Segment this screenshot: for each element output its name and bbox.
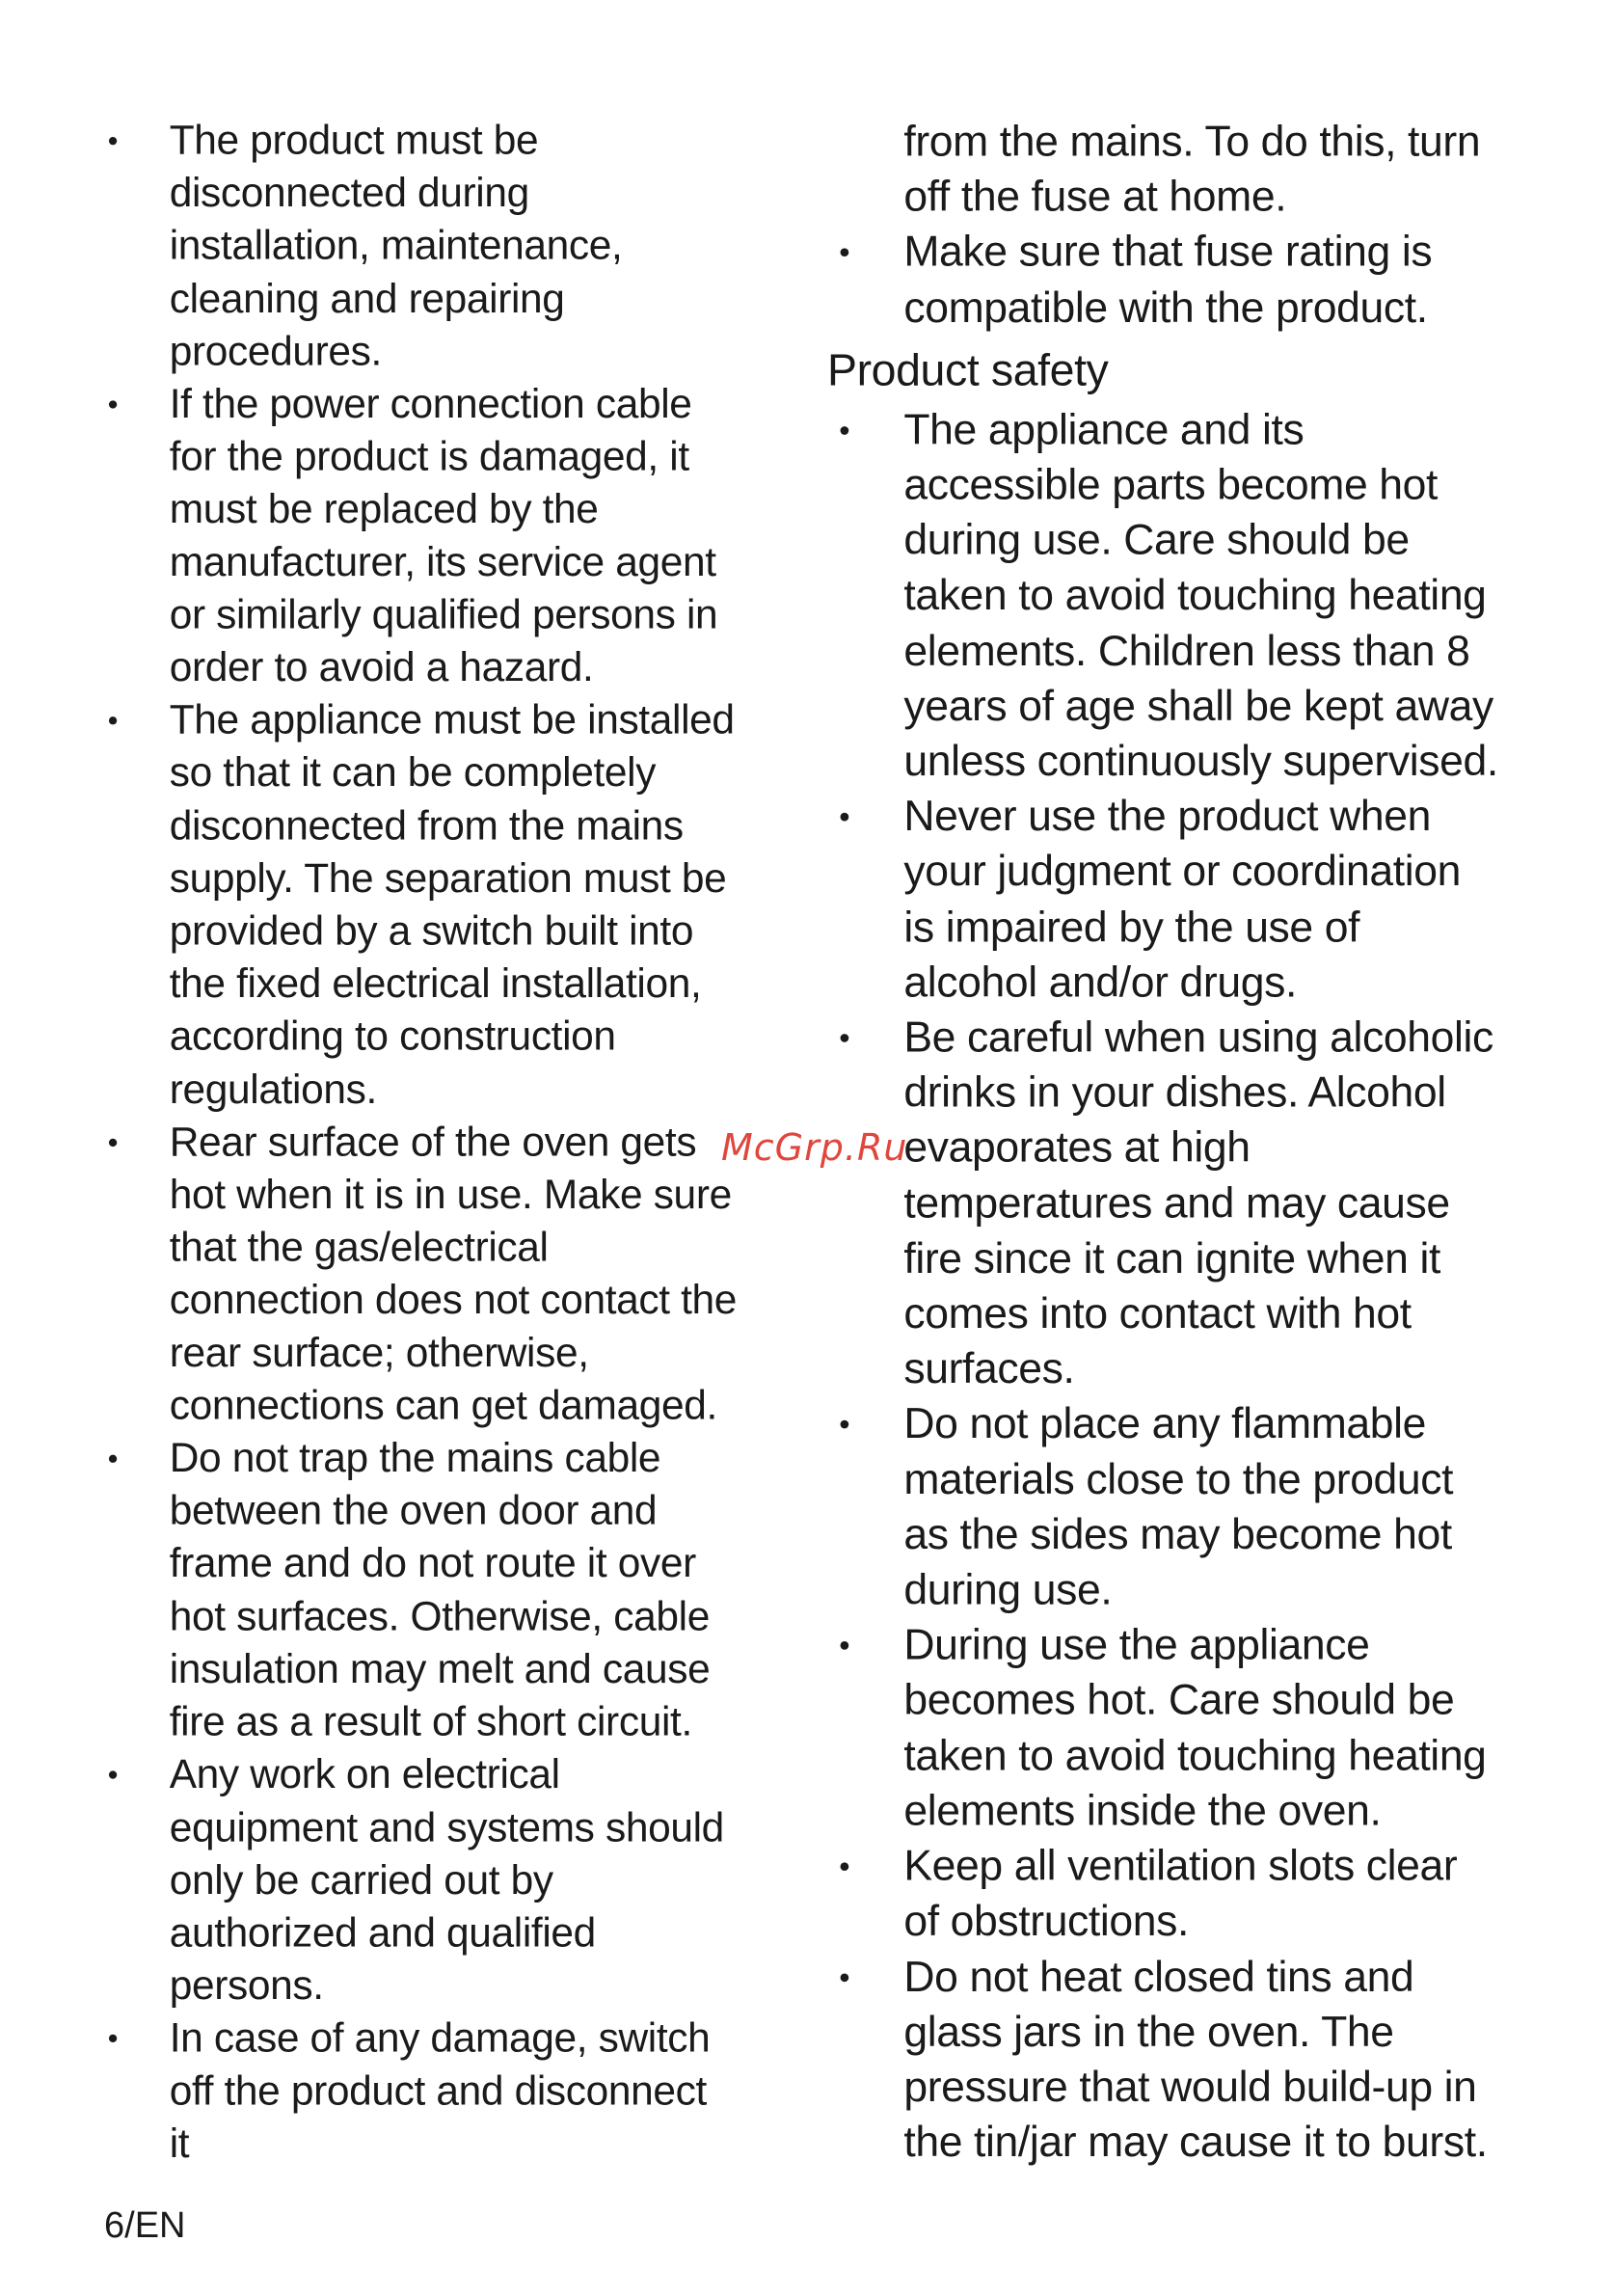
list-item: [827, 789, 1499, 1010]
section-heading: Product safety: [827, 345, 1109, 396]
list-item-text: The product must be disconnected during installation, maintenance, cleaning and repairing procedures.: [169, 116, 623, 374]
list-item-text: If the power connection cable for the product is damaged, it must be replaced by the manufacturer, its service agent or similarly qualified persons in order to avoid a hazard.: [169, 380, 718, 690]
bullet-icon: [841, 1420, 849, 1429]
list-item-text: Do not trap the mains cable between the oven door and frame and do not route it over hot surfaces. Otherwise, cable insulation may melt and cause fire as a result of short circuit.: [169, 1434, 711, 1744]
list-item-text: The appliance must be installed so that it can be completely disconnected from the mains supply. The separation must be provided by a switch built into the fixed electrical installation, according to construction regulations.: [169, 696, 735, 1112]
watermark: McGrp.Ru: [721, 1126, 908, 1169]
bullet-icon: [841, 1862, 849, 1871]
list-item-text: Never use the product when your judgment or coordination is impaired by the use of alcohol and/or drugs.: [903, 791, 1462, 1006]
list-item-text: Keep all ventilation slots clear of obstructions.: [903, 1841, 1458, 1945]
left-bullet-list: [96, 114, 738, 2170]
bullet-icon: [109, 1771, 117, 1779]
bullet-icon: [841, 1641, 849, 1650]
bullet-icon: [841, 249, 849, 257]
bullet-icon: [841, 1034, 849, 1042]
list-item: [827, 1949, 1499, 2170]
list-item: [96, 693, 738, 1115]
bullet-icon: [841, 1973, 849, 1982]
bullet-icon: [841, 426, 849, 435]
right-column: [827, 114, 1499, 2170]
list-item: [96, 1748, 738, 2012]
bullet-icon: [841, 813, 849, 822]
bullet-icon: [109, 1139, 117, 1147]
right-bullet-list: [827, 402, 1499, 2170]
left-column: [96, 114, 738, 2170]
bullet-icon: [109, 2035, 117, 2042]
list-item: [96, 114, 738, 377]
list-item: [827, 1010, 1499, 1396]
list-item-text: Make sure that fuse rating is compatible with the product.: [903, 227, 1433, 332]
list-item: [96, 2012, 738, 2170]
continued-item-text: from the mains. To do this, turn off the fuse at home.: [903, 116, 1481, 221]
list-item: [827, 402, 1499, 789]
list-item-text: Any work on electrical equipment and systems should only be carried out by authorized and qualified persons.: [169, 1750, 724, 2009]
list-item-text: Be careful when using alcoholic drinks in your dishes. Alcohol evaporates at high temperatures and may cause fire since it can ignite when it comes into contact with hot surfaces.: [903, 1012, 1493, 1392]
list-item: [827, 1396, 1499, 1617]
right-bullet-list-top: [827, 225, 1499, 336]
list-item-text: In case of any damage, switch off the product and disconnect it: [169, 2013, 711, 2167]
list-item: [96, 1116, 738, 1432]
page-number: 6/EN: [104, 2205, 186, 2246]
bullet-icon: [109, 400, 117, 408]
list-item: [827, 225, 1499, 336]
list-item: [827, 1838, 1499, 1949]
list-item-text: Do not heat closed tins and glass jars in the oven. The pressure that would build-up in the tin/jar may cause it to burst.: [903, 1951, 1488, 2166]
bullet-icon: [109, 716, 117, 724]
list-item: [96, 377, 738, 693]
list-item-text: Rear surface of the oven gets hot when it is in use. Make sure that the gas/electrical connection does not contact the rear surface; otherwise, connections can get damaged.: [169, 1118, 738, 1428]
list-item-text: Do not place any flammable materials close to the product as the sides may become hot during use.: [903, 1398, 1454, 1614]
list-item: [827, 1617, 1499, 1838]
list-item-text: During use the appliance becomes hot. Care should be taken to avoid touching heating elements inside the oven.: [903, 1620, 1487, 1835]
bullet-icon: [109, 137, 117, 145]
bullet-icon: [109, 1455, 117, 1463]
list-item-text: The appliance and its accessible parts become hot during use. Care should be taken to avoid touching heating elements. Children less than 8 years of age shall be kept away unless continuously supervised.: [903, 404, 1498, 785]
list-item: [96, 1432, 738, 1748]
